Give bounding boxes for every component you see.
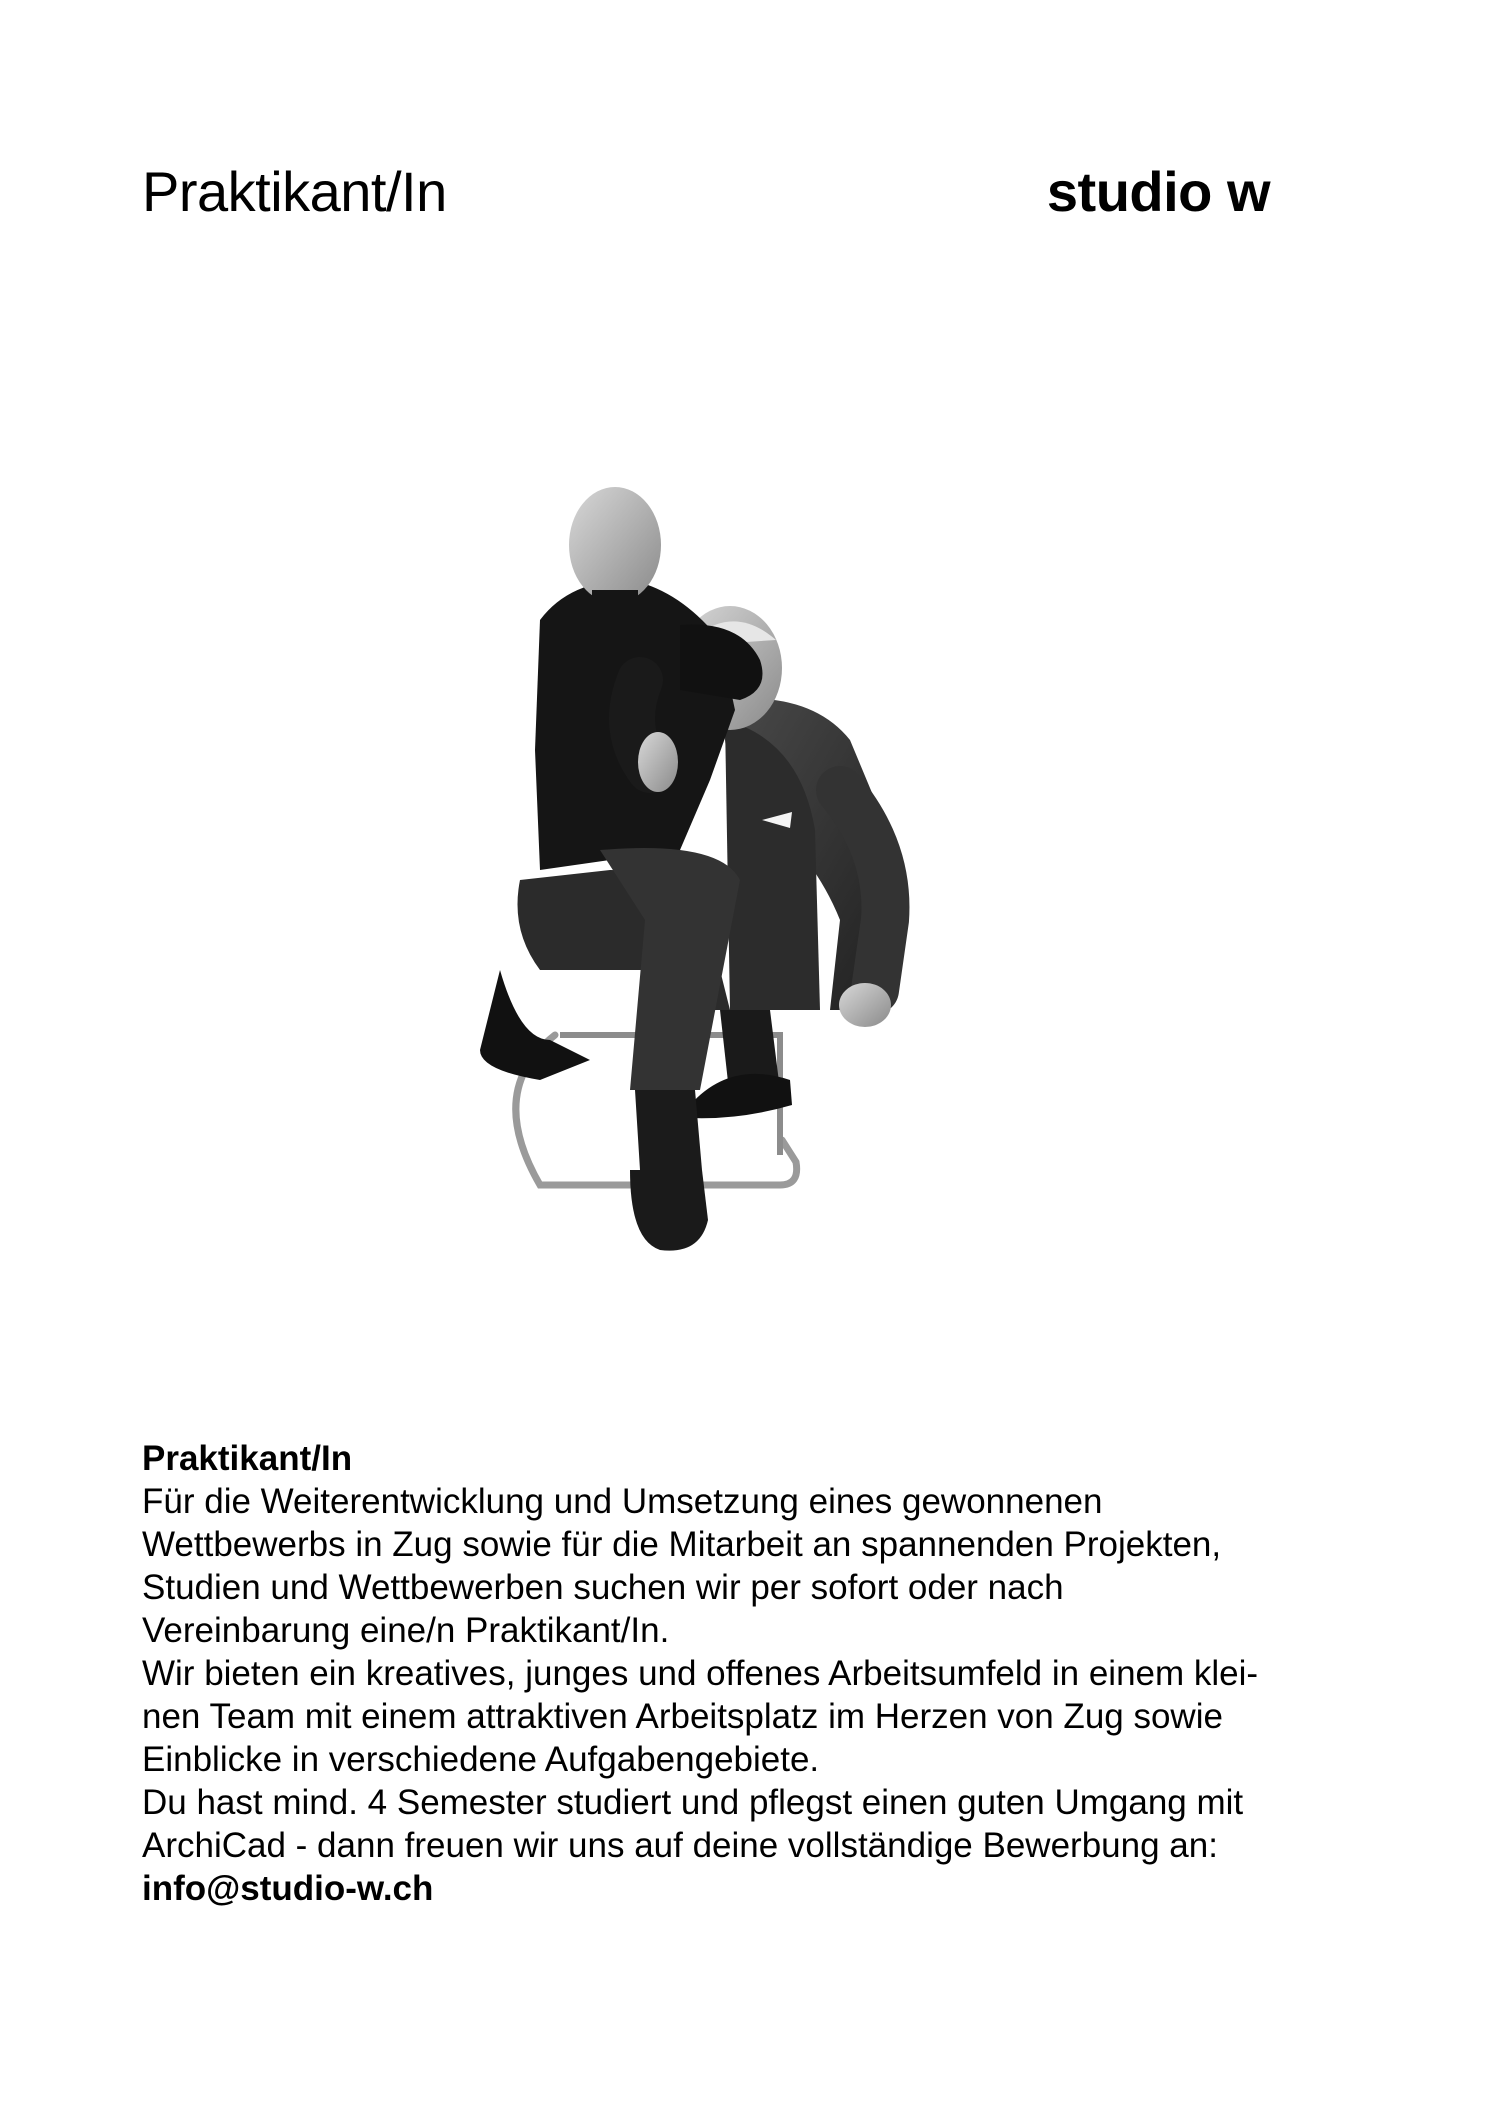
photo-illustration-icon — [480, 450, 1020, 1380]
job-description — [142, 1437, 1282, 1910]
description-line: Einblicke in verschiedene Aufgabengebiete. — [142, 1740, 820, 1779]
description-line: Wettbewerbs in Zug sowie für die Mitarbeit an spannenden Projekten, — [142, 1525, 1222, 1564]
brand-name: studio w — [1046, 160, 1270, 223]
description-line: Du hast mind. 4 Semester studiert und pflegst einen guten Umgang mit — [142, 1783, 1244, 1822]
page-title: Praktikant/In — [142, 160, 447, 223]
description-line: Für die Weiterentwicklung und Umsetzung eines gewonnenen — [142, 1482, 1103, 1521]
description-line: nen Team mit einem attraktiven Arbeitsplatz im Herzen von Zug sowie — [142, 1697, 1223, 1736]
description-line: Studien und Wettbewerben suchen wir per sofort oder nach — [142, 1568, 1064, 1607]
contact-email[interactable]: info@studio-w.ch — [142, 1869, 434, 1908]
description-line: ArchiCad - dann freuen wir uns auf deine vollständige Bewerbung an: — [142, 1826, 1218, 1865]
job-heading: Praktikant/In — [142, 1439, 353, 1478]
two-men-on-chair-photo — [480, 450, 1020, 1380]
description-line: Vereinbarung eine/n Praktikant/In. — [142, 1611, 670, 1650]
description-line: Wir bieten ein kreatives, junges und offenes Arbeitsumfeld in einem klei- — [142, 1654, 1259, 1693]
